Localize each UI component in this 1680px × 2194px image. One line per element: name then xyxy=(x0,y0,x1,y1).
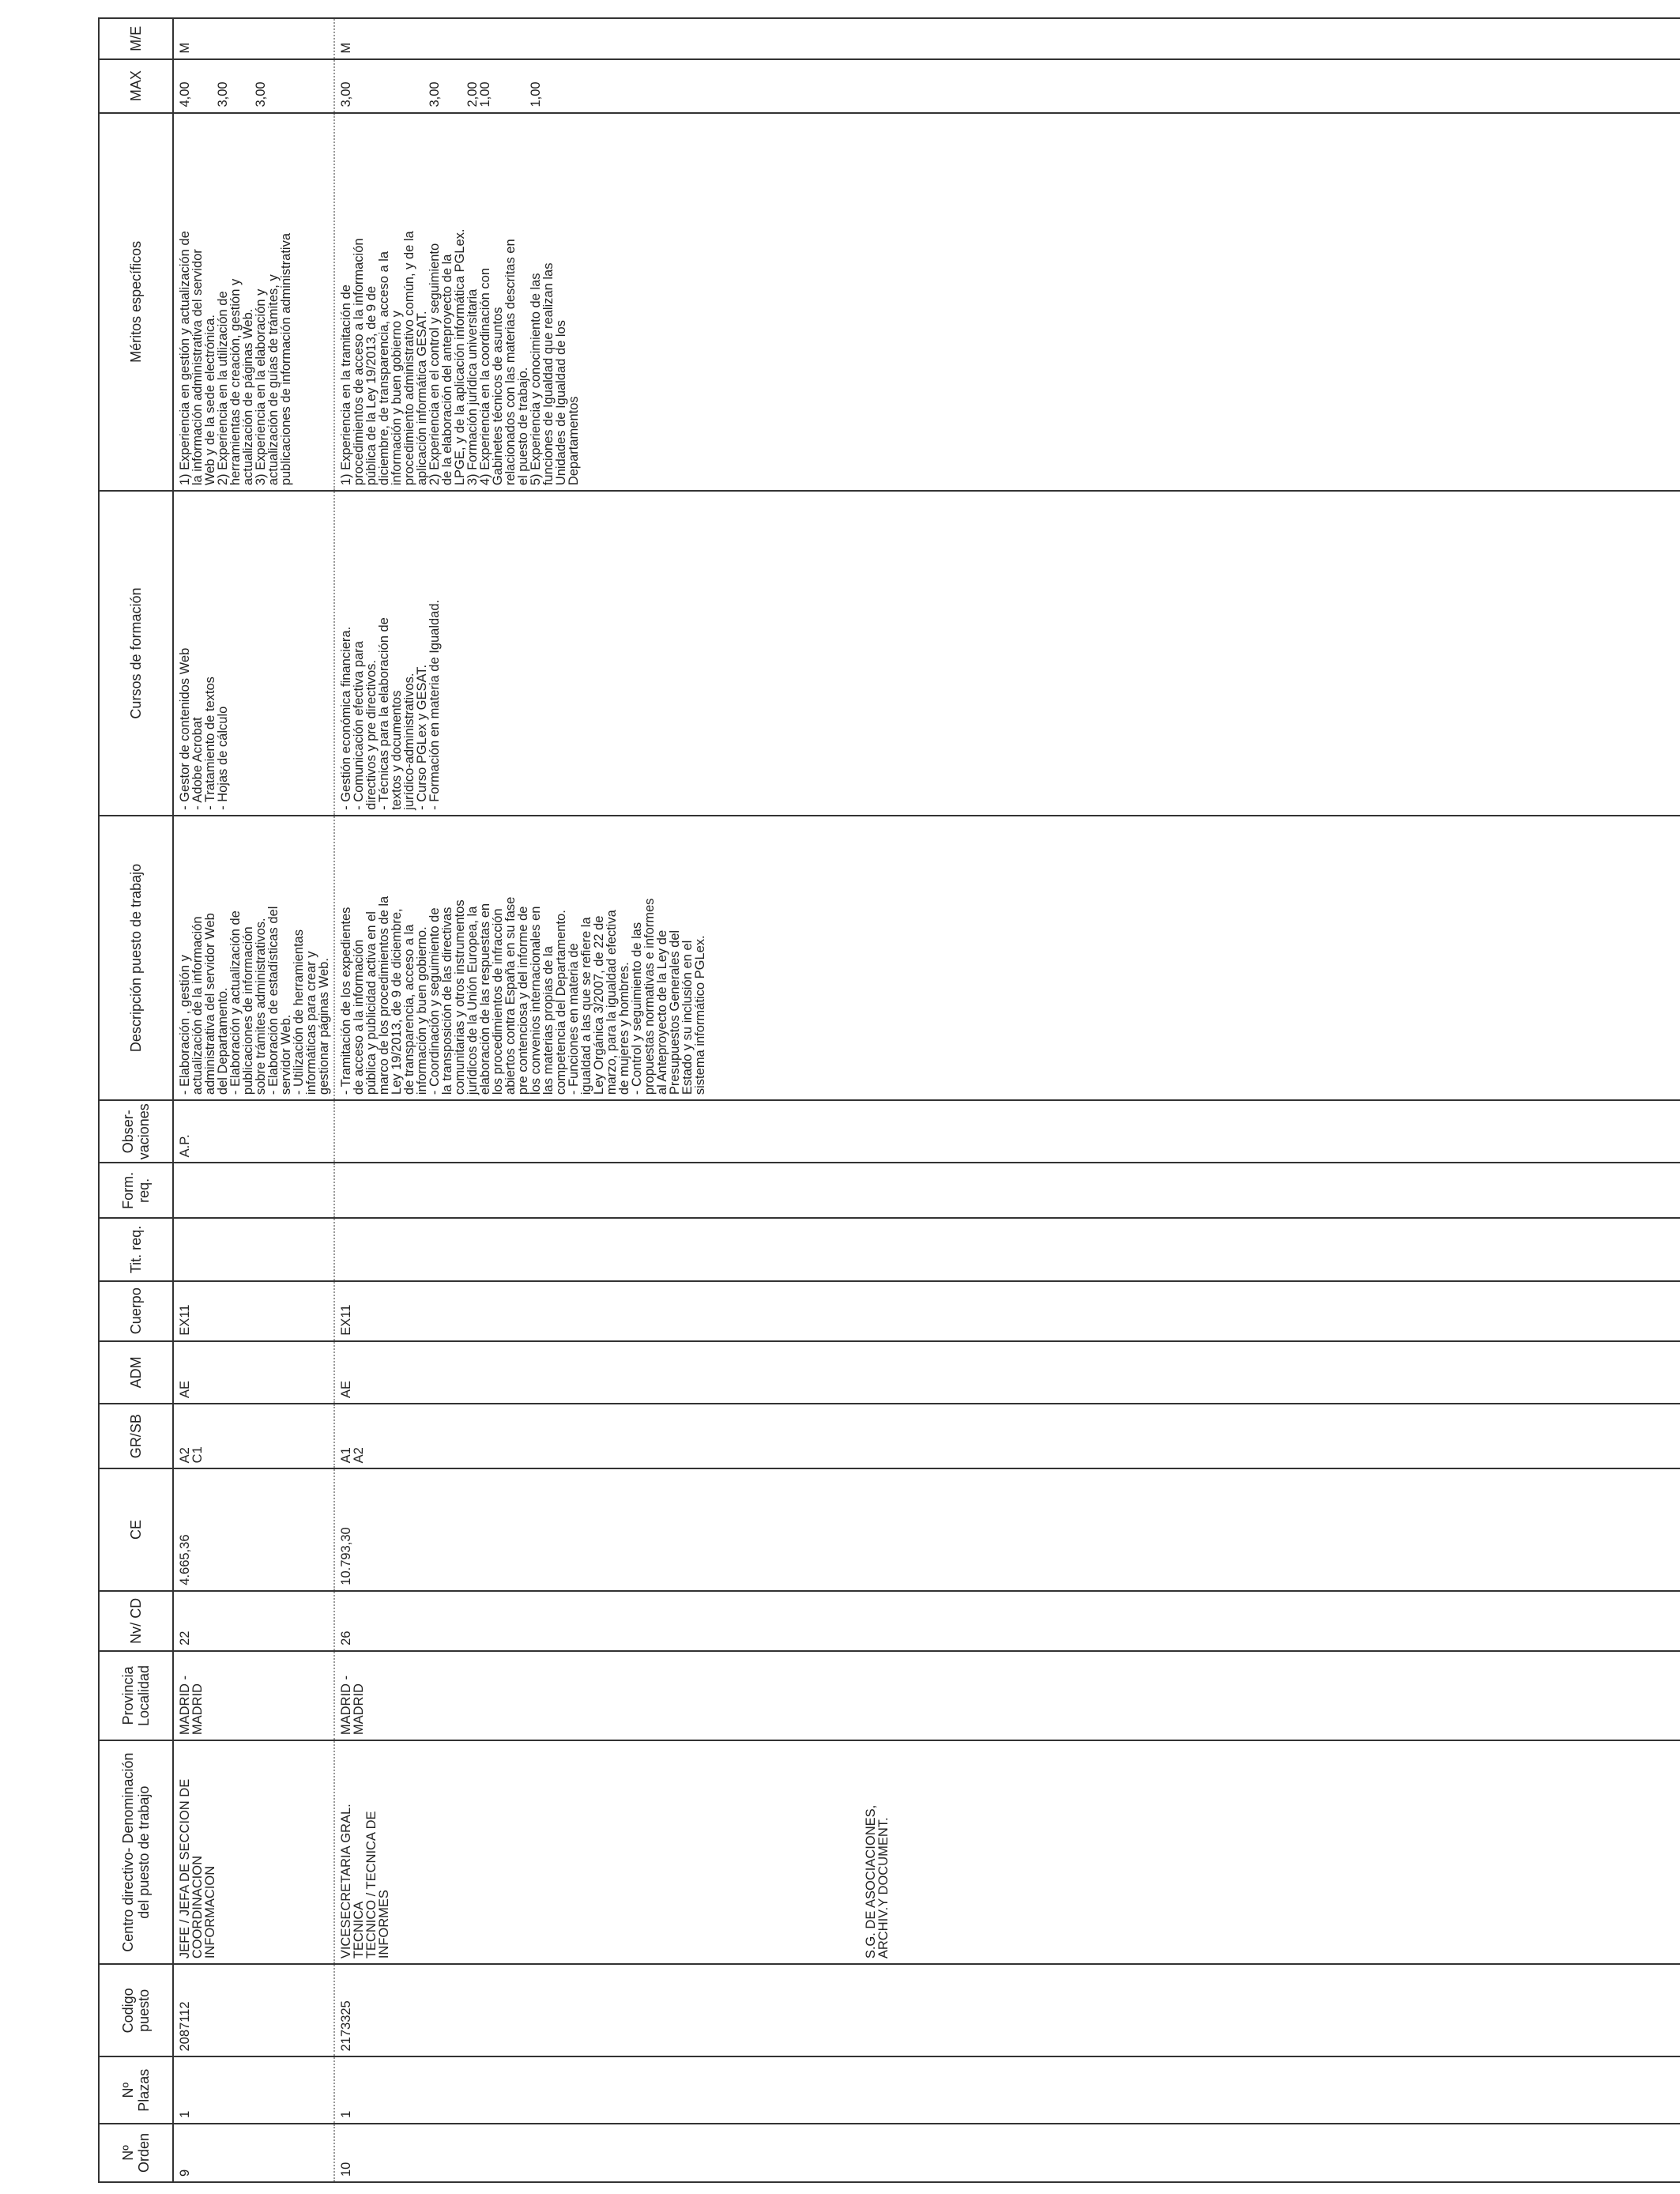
header-nivel: Nv/ CD xyxy=(99,1591,173,1651)
cursos-line: textos y documentos xyxy=(390,690,404,810)
max-value xyxy=(492,65,504,107)
descripcion-line: competencia del Departamento. xyxy=(554,910,568,1095)
meritos-line: diciembre, de transparencia, acceso a la xyxy=(377,251,391,486)
descripcion-line: sobre trámites administrativos. xyxy=(254,918,268,1095)
descripcion-line: pública y publicidad activa en el xyxy=(364,911,379,1095)
provincia-line: MADRID - xyxy=(339,1675,353,1736)
descripcion-line: del Departamento. xyxy=(216,987,230,1095)
centro-heading-line: TECNICA xyxy=(352,1901,366,1959)
formacion-cell xyxy=(173,1163,334,1218)
descripcion-line: - Elaboración , gestión y xyxy=(178,955,192,1095)
descripcion-line: pre contenciosa y del informe de xyxy=(516,906,530,1095)
max-value: 3,00 xyxy=(254,81,268,107)
centro-line: COORDINACION xyxy=(190,1856,205,1959)
provincia-cell xyxy=(334,1651,710,1740)
header-row xyxy=(99,18,173,2182)
header-meritos: Méritos específicos xyxy=(99,113,173,492)
grupo-line: A2 xyxy=(352,1447,366,1464)
descripcion-line: elaboración de las respuestas en xyxy=(478,903,492,1095)
max-value: 3,00 xyxy=(339,81,353,107)
descripcion-line: Presupuestos Generales del xyxy=(668,929,682,1095)
cursos-line: - Comunicación efectiva para xyxy=(352,641,366,810)
max-value xyxy=(390,65,403,107)
me-cell: M xyxy=(334,18,710,59)
meritos-line: 2) Experiencia en la utilización de xyxy=(216,291,230,486)
orden-cell: 10 xyxy=(334,2124,710,2182)
meritos-line: 1) Experiencia en gestión y actualización de xyxy=(178,231,192,486)
cursos-line: jurídico-administrativos. xyxy=(402,673,416,810)
descripcion-line: los procedimientos de infracción xyxy=(491,908,505,1095)
meritos-line: Gabinetes técnicos de asuntos xyxy=(491,307,505,486)
descripcion-line: comunitarias y otros instrumentos xyxy=(453,899,467,1095)
continuation-row xyxy=(710,18,1680,2182)
centro-heading-line: VICESECRETARIA GRAL. xyxy=(339,1804,353,1959)
me-cell: M xyxy=(173,18,334,59)
descripcion-line: información y buen gobierno. xyxy=(415,926,429,1095)
descripcion-line: de acceso a la información xyxy=(352,939,366,1095)
max-value: 3,00 xyxy=(216,81,230,107)
descripcion-line: al Anteproyecto de la Ley de xyxy=(655,929,669,1095)
centro-continuation-line: ARCHIV.Y DOCUMENT. xyxy=(876,1817,891,1959)
cursos-line: - Formación en materia de Igualdad. xyxy=(428,599,442,810)
cuerpo-cell: EX11 xyxy=(173,1281,334,1341)
descripcion-line: publicaciones de información xyxy=(241,926,255,1095)
meritos-line: 4) Experiencia en la coordinación con xyxy=(478,268,492,486)
descripcion-line: las materias propias de la xyxy=(541,946,556,1095)
max-value: 4,00 xyxy=(178,81,192,107)
max-value xyxy=(517,65,529,107)
descripcion-line: abiertos contra España en su fase xyxy=(503,896,518,1095)
descripcion-line: gestionar páginas Web. xyxy=(317,958,331,1095)
descripcion-line: informáticas para crear y xyxy=(304,951,318,1095)
max-value: 2,00 xyxy=(465,81,480,107)
centro-line: INFORMES xyxy=(377,1890,391,1959)
max-value xyxy=(454,65,466,107)
descripcion-line: de mujeres y hombres. xyxy=(617,962,631,1095)
max-value: 1,00 xyxy=(529,81,543,107)
descripcion-line: servidor Web. xyxy=(279,1014,293,1095)
header-orden: Nº Orden xyxy=(99,2124,173,2182)
max-value xyxy=(416,65,428,107)
max-value xyxy=(242,65,254,107)
provincia-line: MADRID xyxy=(190,1683,205,1736)
meritos-line: 3) Formación jurídica universitaria xyxy=(465,288,480,486)
descripcion-line: la transposición de las directivas xyxy=(440,907,454,1095)
codigo-cell: 2173325 xyxy=(334,1964,710,2056)
cursos-line: - Tratamiento de textos xyxy=(203,677,217,810)
observaciones-cell: A.P. xyxy=(173,1100,334,1163)
titulacion-cell xyxy=(334,1218,710,1280)
meritos-cell xyxy=(173,113,334,492)
header-titulacion: Tit. req. xyxy=(99,1218,173,1280)
header-cuerpo: Cuerpo xyxy=(99,1281,173,1341)
formacion-cell xyxy=(334,1163,710,1218)
descripcion-line: marzo, para la igualdad efectiva xyxy=(605,910,619,1095)
observaciones-cell xyxy=(334,1100,710,1163)
header-ce: CE xyxy=(99,1468,173,1590)
table-row xyxy=(173,18,334,2182)
header-provincia: Provincia Localidad xyxy=(99,1651,173,1740)
header-adm: ADM xyxy=(99,1341,173,1404)
meritos-line: de la elaboración del anteproyecto de la xyxy=(440,254,454,486)
descripcion-line: - Coordinación y seguimiento de xyxy=(428,907,442,1095)
max-value xyxy=(403,65,416,107)
descripcion-line: - Elaboración y actualización de xyxy=(228,910,243,1095)
max-value xyxy=(229,65,242,107)
descripcion-cell xyxy=(173,816,334,1100)
table-row xyxy=(334,18,710,2182)
max-value xyxy=(352,65,365,107)
cursos-line: - Hojas de cálculo xyxy=(216,706,230,810)
meritos-line: herramientas de creación, gestión y xyxy=(228,278,243,486)
meritos-line: el puesto de trabajo. xyxy=(516,367,530,486)
meritos-line: procedimiento administrativo común, y de la xyxy=(402,231,416,486)
header-plazas: Nº Plazas xyxy=(99,2057,173,2124)
cursos-line: - Técnicas para la elaboración de xyxy=(377,617,391,810)
centro-line: TECNICO / TECNICA DE xyxy=(364,1811,379,1959)
header-observaciones: Obser- vaciones xyxy=(99,1100,173,1163)
cursos-line: - Curso PGLex y GESAT. xyxy=(415,664,429,810)
header-centro: Centro directivo- Denominación del puesto de trabajo xyxy=(99,1740,173,1964)
max-value xyxy=(365,65,378,107)
nivel-cell: 22 xyxy=(173,1591,334,1651)
meritos-line: relacionados con las materias descritas en xyxy=(503,239,518,486)
cuerpo-cell: EX11 xyxy=(334,1281,710,1341)
centro-line: INFORMACION xyxy=(203,1865,217,1959)
meritos-line: 3) Experiencia en la elaboración y xyxy=(254,288,268,486)
header-max: MAX xyxy=(99,59,173,113)
centro-cell xyxy=(334,1740,710,1964)
meritos-line: información y buen gobierno y xyxy=(390,311,404,486)
grupo-line: A1 xyxy=(339,1447,353,1464)
descripcion-line: Ley Orgánica 3/2007, de 22 de xyxy=(592,915,606,1095)
meritos-line: 1) Experiencia en la tramitación de xyxy=(339,285,353,486)
descripcion-line: - Elaboración de estadísticas del xyxy=(266,906,281,1095)
descripcion-line: - Funciones en materia de xyxy=(567,943,581,1095)
header-grupo: GR/SB xyxy=(99,1404,173,1468)
meritos-line: funciones de Igualdad que realizan las xyxy=(541,262,556,486)
titulacion-cell xyxy=(173,1218,334,1280)
positions-table xyxy=(98,17,1680,2183)
descripcion-line: sistema informático PGLex. xyxy=(693,935,707,1095)
meritos-line: la información administrativa del servidor xyxy=(190,249,205,486)
header-codigo: Codigo puesto xyxy=(99,1964,173,2056)
plazas-cell: 1 xyxy=(334,2057,710,2124)
grupo-line: A2 xyxy=(178,1447,192,1464)
header-formacion: Form. req. xyxy=(99,1163,173,1218)
cursos-line: - Gestor de contenidos Web xyxy=(178,647,192,810)
max-cell xyxy=(334,59,710,113)
ce-cell: 10.793,30 xyxy=(334,1468,710,1590)
descripcion-line: - Utilización de herramientas xyxy=(292,929,306,1095)
grupo-cell xyxy=(173,1404,334,1468)
descripcion-line: de transparencia, acceso a la xyxy=(402,924,416,1095)
descripcion-line: marco de los procedimientos de la xyxy=(377,895,391,1095)
meritos-line: pública de la Ley 19/2013, de 9 de xyxy=(364,285,379,486)
descripcion-line: jurídicos de la Unión Europea, la xyxy=(465,906,480,1095)
max-value: 1,00 xyxy=(478,81,492,107)
centro-line: JEFE / JEFA DE SECCION DE xyxy=(178,1778,192,1959)
provincia-line: MADRID xyxy=(352,1683,366,1736)
cursos-line: directivos y pre directivos. xyxy=(364,660,379,810)
meritos-line: Departamentos xyxy=(567,396,581,486)
descripcion-line: - Tramitación de los expedientes xyxy=(339,907,353,1095)
grupo-line: C1 xyxy=(190,1446,205,1464)
meritos-line: Web y de la sede electrónica. xyxy=(203,315,217,486)
descripcion-line: propuestas normativas e informes xyxy=(642,898,657,1095)
meritos-line: 5) Experiencia y conocimiento de las xyxy=(529,273,543,486)
codigo-cell: 2087112 xyxy=(173,1964,334,2056)
descripcion-line: administrativa del servidor Web xyxy=(203,913,217,1095)
meritos-line: LPGE, y de la aplicación informática PGLex. xyxy=(453,228,467,486)
meritos-line: actualización de guías de trámites, y xyxy=(266,274,281,486)
max-value xyxy=(191,65,204,107)
descripcion-line: Ley 19/2013, de 9 de diciembre, xyxy=(390,908,404,1095)
header-cursos: Cursos de formación xyxy=(99,491,173,816)
meritos-line: Unidades de Igualdad de los xyxy=(554,320,568,486)
max-value xyxy=(504,65,517,107)
meritos-line: actualización de páginas Web. xyxy=(241,308,255,486)
header-me: M/E xyxy=(99,18,173,59)
adm-cell: AE xyxy=(173,1341,334,1404)
plazas-cell: 1 xyxy=(173,2057,334,2124)
nivel-cell: 26 xyxy=(334,1591,710,1651)
provincia-line: MADRID - xyxy=(178,1675,192,1736)
max-value xyxy=(378,65,390,107)
ce-cell: 4.665,36 xyxy=(173,1468,334,1590)
meritos-line: publicaciones de información administrativa xyxy=(279,233,293,486)
max-value xyxy=(441,65,454,107)
cursos-line: - Adobe Acrobat xyxy=(190,717,205,810)
meritos-line: 2) Experiencia en el control y seguimiento xyxy=(428,243,442,486)
meritos-cell xyxy=(334,113,710,492)
descripcion-line: los convenios internacionales en xyxy=(529,906,543,1095)
cursos-cell xyxy=(334,491,710,816)
max-value: 3,00 xyxy=(428,81,442,107)
descripcion-line: Estado y su inclusión en el xyxy=(680,940,695,1095)
cursos-cell xyxy=(173,491,334,816)
orden-cell: 9 xyxy=(173,2124,334,2182)
provincia-cell xyxy=(173,1651,334,1740)
centro-continuation-heading xyxy=(864,1805,890,1958)
descripcion-line: - Control y seguimiento de las xyxy=(630,922,644,1095)
meritos-line: aplicación informática GESAT. xyxy=(415,311,429,486)
max-value xyxy=(204,65,217,107)
header-descripcion: Descripción puesto de trabajo xyxy=(99,816,173,1100)
max-cell xyxy=(173,59,334,113)
descripcion-cell xyxy=(334,816,710,1100)
descripcion-line: igualdad a las que se refiere la xyxy=(579,917,593,1095)
continuation-centro-cell xyxy=(710,1740,1680,1964)
meritos-line: procedimientos de acceso a la información xyxy=(352,238,366,486)
descripcion-line: actualización de la información xyxy=(190,916,205,1095)
grupo-cell xyxy=(334,1404,710,1468)
cursos-line: - Gestión económica financiera. xyxy=(339,626,353,810)
centro-cell xyxy=(173,1740,334,1964)
centro-continuation-line: S.G. DE ASOCIACIONES, xyxy=(864,1804,878,1959)
adm-cell: AE xyxy=(334,1341,710,1404)
